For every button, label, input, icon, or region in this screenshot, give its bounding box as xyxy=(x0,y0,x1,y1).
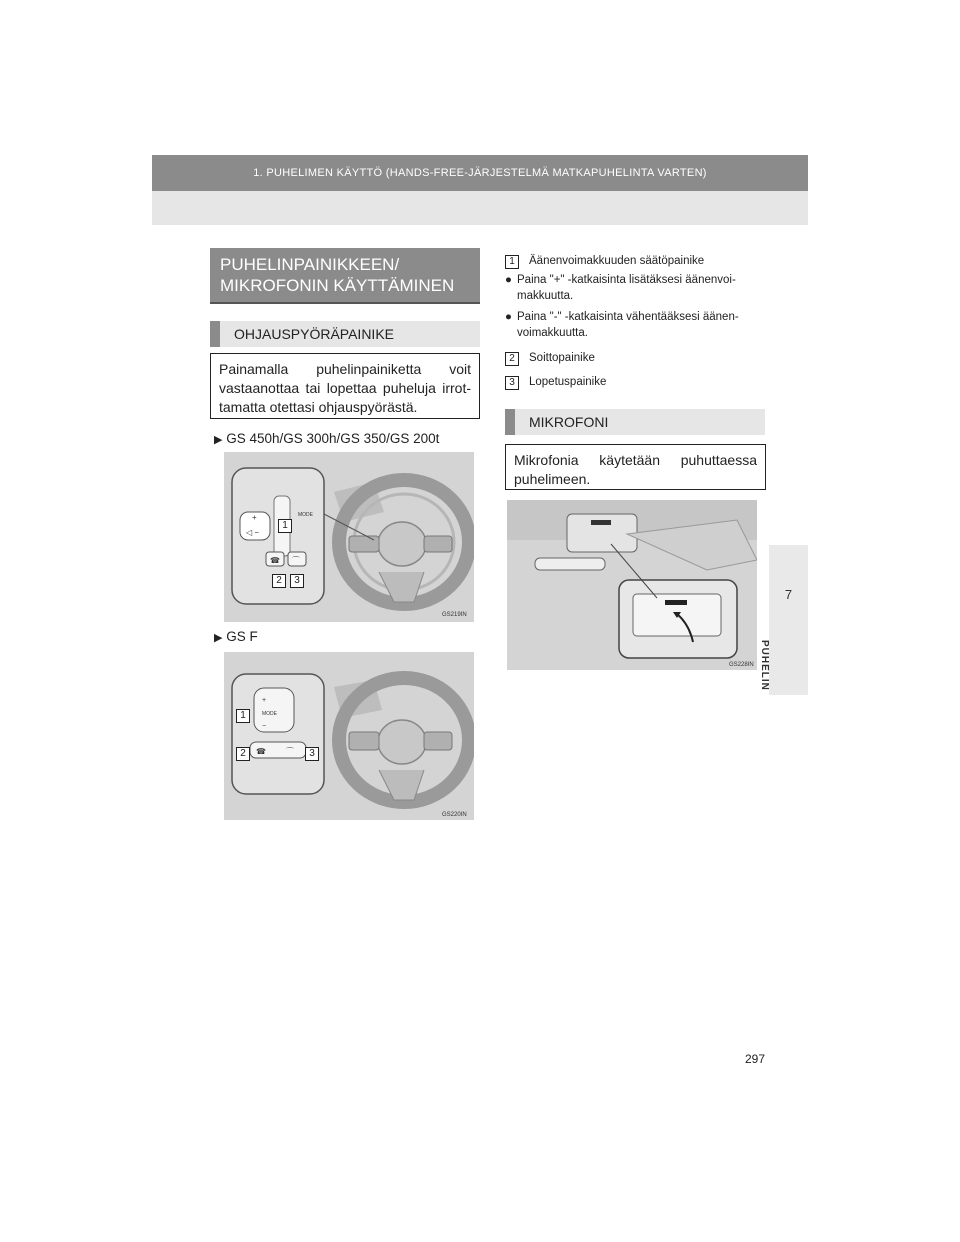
section-title-line2: MIKROFONIN KÄYTTÄMINEN xyxy=(220,276,455,295)
model-label-1-text: GS 450h/GS 300h/GS 350/GS 200t xyxy=(226,431,440,446)
callout-item-3 xyxy=(505,376,606,390)
svg-text:☎: ☎ xyxy=(256,747,266,756)
callout-text-2: Soittopainike xyxy=(529,352,595,364)
svg-text:◁ −: ◁ − xyxy=(246,528,260,537)
callout-number: 1 xyxy=(236,709,250,723)
svg-text:+: + xyxy=(262,697,267,704)
callout-number: 1 xyxy=(505,255,519,269)
subheading-marker xyxy=(505,409,515,435)
chapter-number: 7 xyxy=(784,587,793,602)
svg-text:☎: ☎ xyxy=(270,556,280,565)
mic-subheading xyxy=(505,409,765,435)
header-light-band xyxy=(152,191,808,225)
figure1-callout-1 xyxy=(278,515,292,533)
steering-subheading xyxy=(210,321,480,347)
chapter-tab xyxy=(769,545,808,695)
bullet-dot: ● xyxy=(505,274,512,286)
callout-number: 1 xyxy=(278,519,292,533)
model-label-2-text: GS F xyxy=(226,629,258,644)
figure-code: GS219IN xyxy=(442,612,467,618)
figure2-callout-1 xyxy=(236,705,250,723)
callout-item-2 xyxy=(505,352,595,366)
steering-intro-box xyxy=(210,353,480,419)
callout-item-1 xyxy=(505,255,704,269)
overhead-console-illustration xyxy=(507,500,757,670)
subheading-marker xyxy=(210,321,220,347)
section-heading xyxy=(210,248,480,304)
mic-subheading-text: MIKROFONI xyxy=(529,414,609,430)
svg-text:MODE: MODE xyxy=(262,711,277,717)
microphone-figure xyxy=(507,500,757,670)
bullet-dot: ● xyxy=(505,311,512,323)
chapter-title: 1. PUHELIMEN KÄYTTÖ (HANDS-FREE-JÄRJESTELMÄ MATKAPUHELINTA VARTEN) xyxy=(253,167,707,179)
figure2-callout-2 xyxy=(236,743,250,761)
bullet-text-2: Paina "-" -katkaisinta vähentääksesi äänen-voimakkuutta. xyxy=(517,311,739,339)
figure-code: GS220IN xyxy=(442,812,467,818)
svg-text:+: + xyxy=(252,513,257,522)
figure1-callout-3 xyxy=(290,570,304,588)
mic-intro-box xyxy=(505,444,766,490)
figure2-callout-3 xyxy=(305,743,319,761)
callout-number: 2 xyxy=(236,747,250,761)
figure1-callout-2 xyxy=(272,570,286,588)
svg-text:⌒: ⌒ xyxy=(286,747,294,756)
svg-text:MODE: MODE xyxy=(298,512,313,518)
model-label-1 xyxy=(214,431,439,446)
bullet-text-1: Paina "+" -katkaisinta lisätäksesi äänenvoi-makkuutta. xyxy=(517,274,736,302)
model-label-2 xyxy=(214,629,258,644)
section-title-line1: PUHELINPAINIKKEEN/ xyxy=(220,255,400,274)
steering-intro-text: Painamalla puhelinpainiketta voit vastaanottaa tai lopettaa puheluja irrot-tamatta otettasi ohjauspyörästä. xyxy=(219,361,471,415)
callout-number: 3 xyxy=(505,376,519,390)
steering-subheading-text: OHJAUSPYÖRÄPAINIKE xyxy=(234,326,395,342)
arrow-right-icon: ▶ xyxy=(214,434,223,446)
svg-text:⌒: ⌒ xyxy=(292,556,300,565)
callout-number: 3 xyxy=(305,747,319,761)
mic-intro-text: Mikrofonia käytetään puhuttaessa puhelimeen. xyxy=(514,452,757,487)
bullet-item-1 xyxy=(505,272,767,304)
steering-figure-1 xyxy=(224,452,474,622)
chapter-label: PUHELIN xyxy=(759,640,770,691)
callout-number: 2 xyxy=(272,574,286,588)
steering-figure-2 xyxy=(224,652,474,820)
arrow-right-icon: ▶ xyxy=(214,632,223,644)
svg-text:−: − xyxy=(262,723,267,730)
steering-wheel-illustration-gsf xyxy=(224,652,474,820)
bullet-item-2 xyxy=(505,309,767,341)
page-number: 297 xyxy=(745,1052,766,1066)
figure-code: GS228IN xyxy=(729,662,754,668)
callout-number: 2 xyxy=(505,352,519,366)
callout-text-1: Äänenvoimakkuuden säätöpainike xyxy=(529,255,705,267)
callout-number: 3 xyxy=(290,574,304,588)
callout-text-3: Lopetuspainike xyxy=(529,376,607,388)
steering-wheel-illustration xyxy=(224,452,474,622)
